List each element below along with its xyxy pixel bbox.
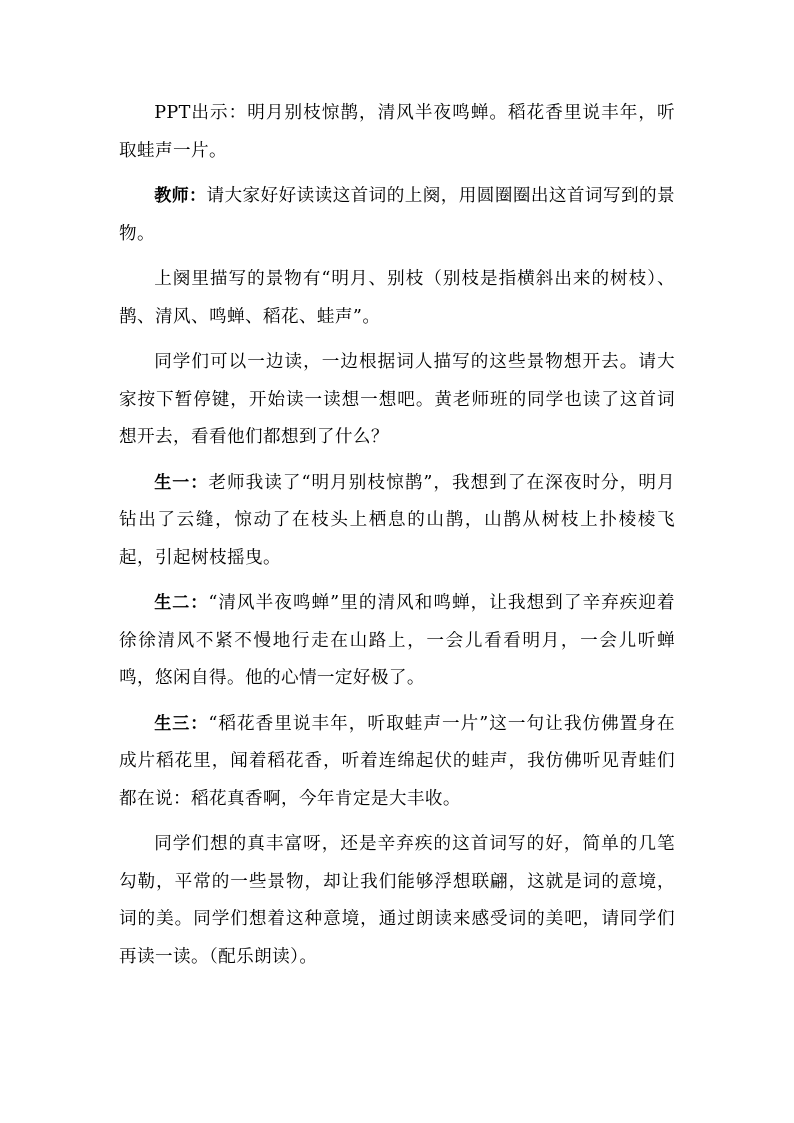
- speaker-label: 生三：: [154, 713, 209, 734]
- paragraph-student-3: [119, 706, 675, 819]
- paragraph-text: “清风半夜鸣蝉”里的清风和鸣蝉，让我想到了辛弃疾迎着徐徐清风不紧不慢地行走在山路上，一会儿看看明月，一会儿听蝉鸣，悠闲自得。他的心情一定好极了。: [119, 593, 675, 688]
- speaker-label: 教师：: [154, 186, 207, 206]
- paragraph-text: 同学们可以一边读，一边根据词人描写的这些景物想开去。请大家按下暂停键，开始读一读想一想吧。黄老师班的同学也读了这首词想开去，看看他们都想到了什么？: [119, 352, 675, 447]
- speaker-label: 生一：: [154, 472, 209, 493]
- paragraph-text: 同学们想的真丰富呀，还是辛弃疾的这首词写的好，简单的几笔勾勒，平常的一些景物，却让我们能够浮想联翩，这就是词的意境，词的美。同学们想着这种意境，通过朗读来感受词的美吧，请同学们再读一读。（配乐朗读）。: [119, 834, 675, 967]
- paragraph-text: PPT出示：明月别枝惊鹊，清风半夜鸣蝉。稻花香里说丰年，听取蛙声一片。: [119, 103, 675, 161]
- paragraph-conclusion: [119, 826, 675, 976]
- paragraph-text: “稻花香里说丰年，听取蛙声一片”这一句让我仿佛置身在成片稻花里，闻着稻花香，听着连绵起伏的蛙声，我仿佛听见青蛙们都在说：稻花真香啊，今年肯定是大丰收。: [119, 713, 675, 809]
- document-body: [119, 95, 675, 984]
- speaker-label: 生二：: [154, 593, 209, 613]
- paragraph-text: 上阕里描写的景物有“明月、别枝（别枝是指横斜出来的树枝）、鹊、清风、鸣蝉、稻花、蛙声”。: [119, 269, 675, 327]
- paragraph-ppt: [119, 95, 675, 170]
- paragraph-scenery: [119, 261, 675, 336]
- paragraph-student-1: [119, 465, 675, 578]
- paragraph-text: 老师我读了“明月别枝惊鹊”，我想到了在深夜时分，明月钻出了云缝，惊动了在枝头上栖息的山鹊，山鹊从树枝上扑棱棱飞起，引起树枝摇曳。: [119, 472, 675, 568]
- paragraph-text: 请大家好好读读这首词的上阕，用圆圈圈出这首词写到的景物。: [119, 186, 676, 244]
- paragraph-teacher: [119, 178, 675, 253]
- paragraph-student-2: [119, 585, 675, 698]
- paragraph-instruction: [119, 344, 675, 457]
